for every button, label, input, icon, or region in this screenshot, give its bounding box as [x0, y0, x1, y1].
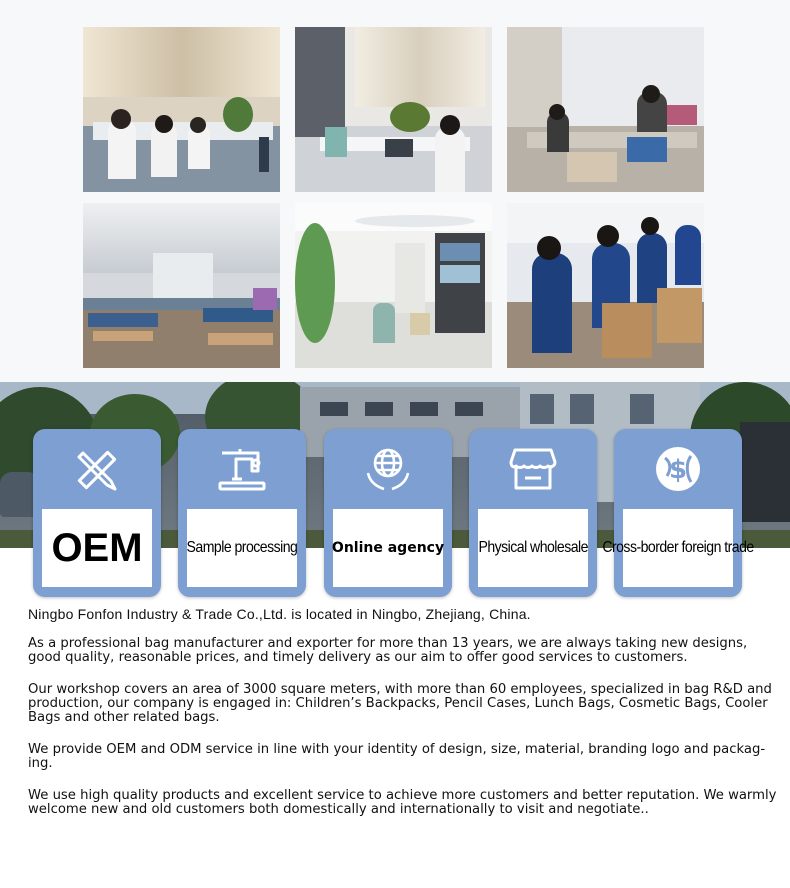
- company-description: [28, 607, 778, 835]
- office-photo-1: [83, 27, 280, 192]
- svg-text:$: $: [668, 455, 688, 485]
- production-line-photo: [83, 203, 280, 368]
- service-card-online-agency: [324, 429, 452, 597]
- service-card-physical-wholesale: [469, 429, 597, 597]
- paragraph-customers: We use high quality products and excellent service to achieve more customers and better reputation. We warmly welcome new and old customers both domestically and internationally to visit and negotiate..: [28, 788, 777, 817]
- showroom-photo: [295, 203, 492, 368]
- service-label-box: [602, 509, 754, 587]
- pencil-ruler-icon: [71, 443, 123, 495]
- sewing-machine-icon: [216, 443, 268, 495]
- service-label: Physical wholesale: [478, 539, 588, 556]
- sample-room-photo: [507, 27, 704, 192]
- service-label: OEM: [51, 525, 143, 570]
- company-intro: Ningbo Fonfon Industry & Trade Co.,Ltd. is located in Ningbo, Zhejiang, China.: [28, 606, 531, 622]
- service-card-oem: [33, 429, 161, 597]
- paragraph-workshop: Our workshop covers an area of 3000 square meters, with more than 60 employees, specialized in bag R&D and production, our company is engaged in: Children’s Backpacks, Pencil Cases, Lunch Bags, Cosmetic Bags, Cooler Bags and other related bags.: [28, 682, 772, 725]
- service-label-box: [42, 509, 152, 587]
- dollar-globe-icon: [652, 443, 704, 495]
- service-card-sample-processing: [178, 429, 306, 597]
- packing-workers-photo: [507, 203, 704, 368]
- service-label-box: [333, 509, 443, 587]
- service-label-box: [187, 509, 297, 587]
- paragraph-oem-odm: We provide OEM and ODM service in line with your identity of design, size, material, branding logo and packag-ing.: [28, 742, 766, 771]
- office-photo-2: [295, 27, 492, 192]
- service-card-cross-border-foreign-trade: [602, 429, 754, 597]
- photo-gallery: [0, 0, 790, 382]
- service-label-box: [478, 509, 588, 587]
- service-label: Cross-border foreign trade: [602, 539, 754, 556]
- paragraph-experience: As a professional bag manufacturer and exporter for more than 13 years, we are always taking new designs, good quality, reasonable prices, and timely delivery as our aim to offer good services to customers.: [28, 636, 748, 665]
- service-label: Sample processing: [186, 539, 298, 556]
- globe-hands-icon: [362, 443, 414, 495]
- service-label: Online agency: [331, 540, 445, 556]
- storefront-icon: [507, 443, 559, 495]
